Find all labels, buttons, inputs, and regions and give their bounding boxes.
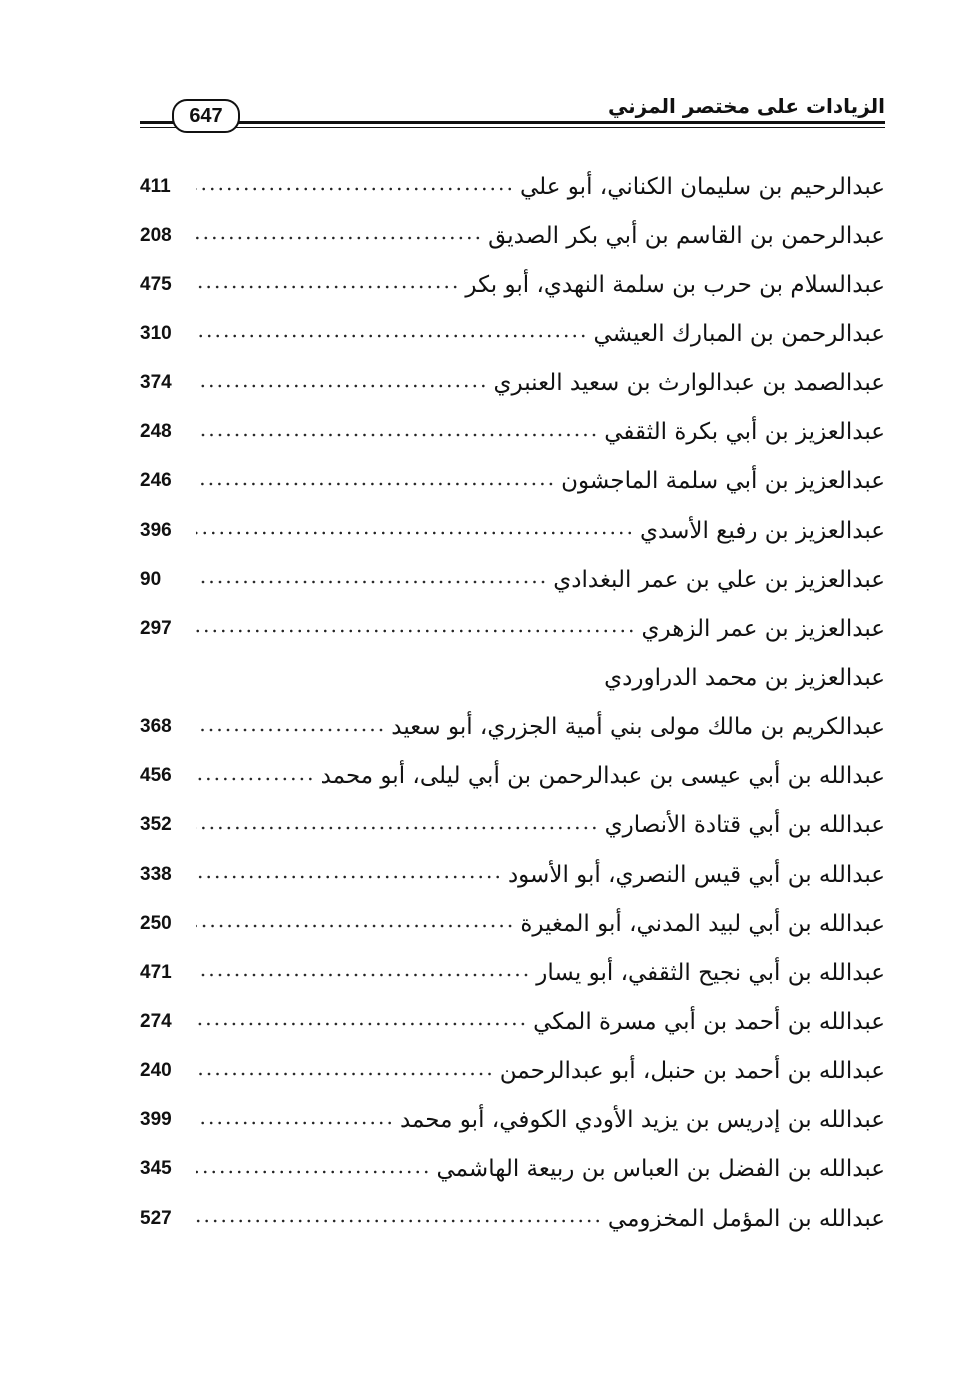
entry-name: عبدالرحمن بن المبارك العيشي [593,320,885,347]
index-entry [140,1096,885,1145]
dot-leader [196,703,385,752]
dot-leader [196,555,547,604]
index-entry [140,309,885,358]
index-list [140,162,885,1243]
entry-name: عبدالعزيز بن علي بن عمر البغدادي [553,566,885,593]
index-entry [140,703,885,752]
entry-name: عبدالله بن المؤمل المخزومي [607,1205,885,1232]
entry-page-number: 310 [140,322,172,344]
entry-page-number: 475 [140,273,172,295]
index-entry [140,604,885,653]
entry-page-number: 352 [140,814,172,836]
index-entry [140,211,885,260]
page-header [140,92,885,136]
entry-name: عبدالعزيز بن محمد الدراوردي [604,664,885,691]
entry-page-number: 250 [140,912,172,934]
index-entry [140,162,885,211]
dot-leader [196,309,587,358]
entry-name: عبدالرحمن بن القاسم بن أبي بكر الصديق [488,222,885,249]
entry-page-number: 471 [140,961,172,983]
entry-page-number: 374 [140,372,172,394]
dot-leader [196,850,502,899]
dot-leader [196,1047,494,1096]
index-entry [140,408,885,457]
entry-name: عبدالله بن أحمد بن أبي مسرة المكي [533,1008,885,1035]
entry-page-number: 345 [140,1158,172,1180]
index-entry [140,850,885,899]
entry-name: عبدالله بن الفضل بن العباس بن ربيعة الهاشمي [436,1156,885,1183]
entry-name: عبدالعزيز بن أبي سلمة الماجشون [561,468,885,495]
entry-name: عبدالسلام بن حرب بن سلمة النهدي، أبو بكر [465,271,885,298]
dot-leader [196,408,598,457]
header-rule [140,121,885,124]
dot-leader [196,604,636,653]
entry-page-number: 246 [140,470,172,492]
dot-leader [196,359,488,408]
entry-name: عبدالله بن أبي عيسى بن عبدالرحمن بن أبي ليلى، أبو محمد [320,763,885,790]
entry-page-number: 208 [140,224,172,246]
index-entry [140,457,885,506]
dot-leader [196,997,527,1046]
entry-name: عبدالعزيز بن عمر الزهري [641,615,885,642]
index-entry [140,899,885,948]
index-entry [140,801,885,850]
entry-page-number: 456 [140,765,172,787]
dot-leader [196,1145,430,1194]
dot-leader [196,1194,602,1243]
entry-page-number: 411 [140,175,171,197]
entry-name: عبدالكريم بن مالك مولى بني أمية الجزري، أبو سعيد [391,714,885,741]
entry-page-number: 297 [140,617,172,639]
dot-leader [196,948,530,997]
entry-page-number: 399 [140,1109,172,1131]
entry-name: عبدالله بن إدريس بن يزيد الأودي الكوفي، أبو محمد [399,1107,885,1134]
entry-page-number: 396 [140,519,172,541]
entry-name: عبدالعزيز بن رفيع الأسدي [640,517,885,544]
entry-name: عبدالله بن أبي قيس النصري، أبو الأسود [507,861,885,888]
dot-leader [196,899,514,948]
entry-page-number: 274 [140,1010,172,1032]
index-entry [140,506,885,555]
entry-name: عبدالله بن أبي نجيح الثقفي، أبو يسار [536,959,885,986]
entry-name: عبدالرحيم بن سليمان الكناني، أبو علي [519,173,885,200]
entry-name: عبدالصمد بن عبدالوارث بن سعيد العنبري [493,370,885,397]
book-title: الزيادات على مختصر المزني [607,94,885,118]
entry-page-number: 368 [140,716,172,738]
dot-leader [196,1096,394,1145]
dot-leader [196,260,459,309]
index-entry [140,948,885,997]
index-entry [140,260,885,309]
page-number: 647 [172,99,240,133]
index-entry [140,1145,885,1194]
entry-name: عبدالعزيز بن أبي بكرة الثقفي [604,419,885,446]
index-entry [140,752,885,801]
dot-leader [196,162,514,211]
dot-leader [196,211,482,260]
dot-leader [196,801,599,850]
index-entry [140,1194,885,1243]
index-entry [140,359,885,408]
index-entry [140,653,885,702]
entry-page-number: 90 [140,568,162,590]
entry-page-number: 248 [140,421,172,443]
dot-leader [196,752,315,801]
header-rule-thin [140,127,885,128]
entry-page-number: 338 [140,863,172,885]
index-entry [140,555,885,604]
entry-name: عبدالله بن أحمد بن حنبل، أبو عبدالرحمن [499,1058,885,1085]
entry-name: عبدالله بن أبي قتادة الأنصاري [604,812,885,839]
entry-page-number: 240 [140,1060,172,1082]
index-entry [140,1047,885,1096]
index-entry [140,997,885,1046]
dot-leader [196,506,634,555]
entry-name: عبدالله بن أبي لبيد المدني، أبو المغيرة [520,910,885,937]
dot-leader [196,457,555,506]
entry-page-number: 527 [140,1207,172,1229]
